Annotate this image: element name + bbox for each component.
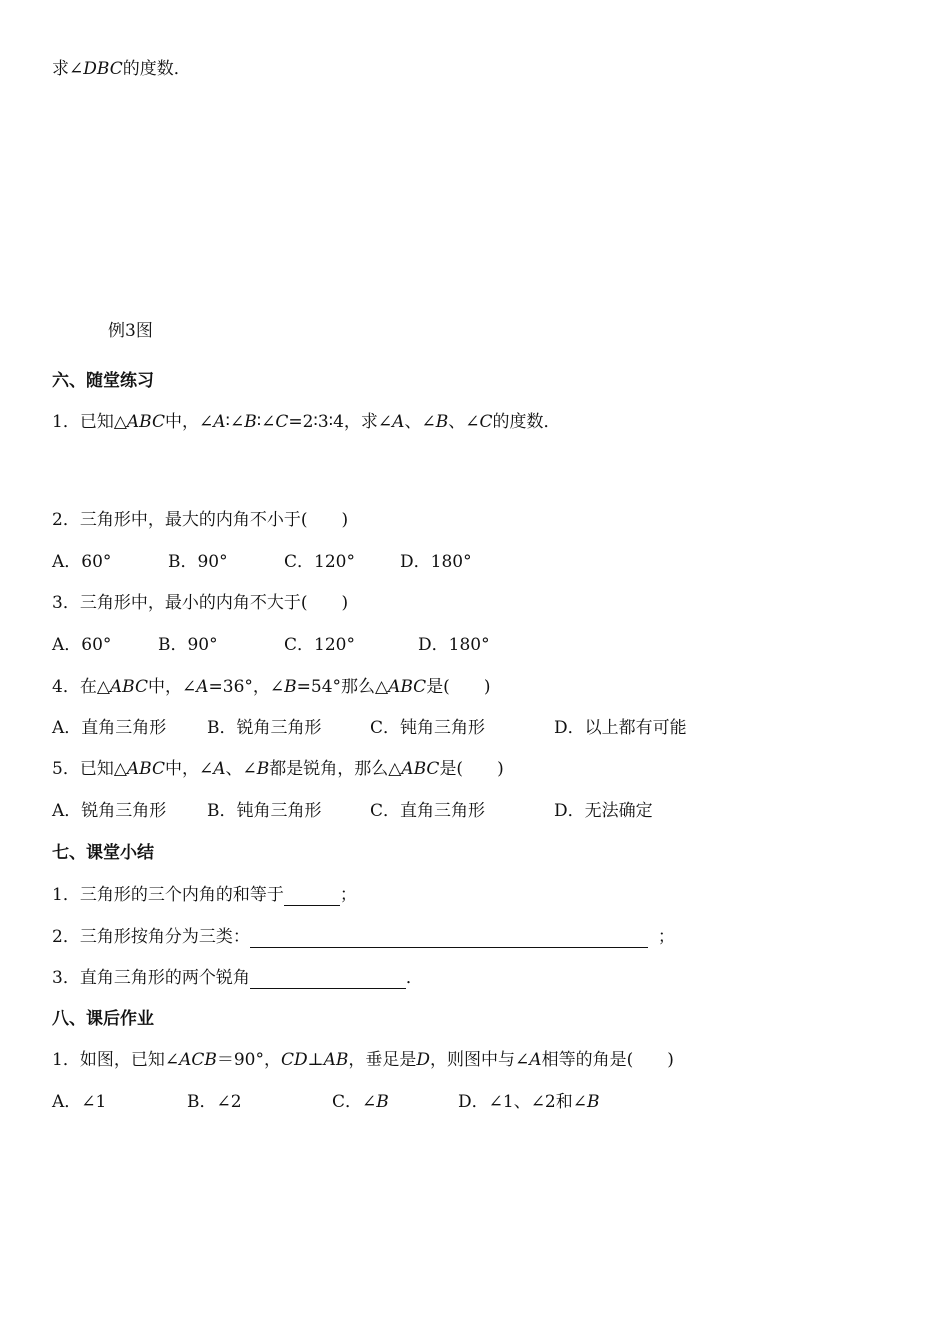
summary-3: 3．直角三角形的两个锐角 ． [52,968,423,988]
section-8-title: 八、课后作业 [52,1009,154,1029]
option-a: A．60° [52,635,112,655]
exercise-1: 1．已知△ABC中，∠A∶∠B∶∠C=2∶3∶4，求∠A、∠B、∠C的度数． [52,412,561,432]
option-d: D．180° [418,635,490,655]
answer-blank[interactable] [250,929,648,948]
option-a: A．∠1 [52,1092,107,1112]
exercise-3: 3．三角形中，最小的内角不大于( ) [52,593,349,613]
option-a: A．直角三角形 [52,718,167,738]
option-a: A．60° [52,552,112,572]
answer-blank[interactable] [284,887,340,906]
option-d: D．无法确定 [554,801,653,821]
figure-caption: 例3图 [108,321,153,341]
option-c: C．∠B [332,1092,389,1112]
option-d: D．以上都有可能 [554,718,687,738]
option-c: C．120° [284,635,355,655]
homework-1: 1．如图，已知∠ACB＝90°，CD⊥AB，垂足是D，则图中与∠A相等的角是( ) [52,1050,674,1070]
option-c: C．直角三角形 [370,801,486,821]
summary-1: 1．三角形的三个内角的和等于 ； [52,885,357,905]
option-b: B．锐角三角形 [207,718,322,738]
option-c: C．120° [284,552,355,572]
answer-blank[interactable] [250,970,406,989]
option-c: C．钝角三角形 [370,718,486,738]
option-b: B．90° [158,635,218,655]
exercise-5: 5．已知△ABC中，∠A、∠B都是锐角，那么△ABC是( ) [52,759,504,779]
section-6-title: 六、随堂练习 [52,371,154,391]
exercise-2: 2．三角形中，最大的内角不小于( ) [52,510,349,530]
section-7-title: 七、课堂小结 [52,843,154,863]
option-d: D．180° [400,552,472,572]
exercise-4: 4．在△ABC中，∠A=36°，∠B=54°那么△ABC是( ) [52,677,491,697]
option-b: B．90° [168,552,228,572]
option-b: B．∠2 [187,1092,242,1112]
question-text: 求∠DBC的度数． [52,59,191,79]
option-a: A．锐角三角形 [52,801,167,821]
option-b: B．钝角三角形 [207,801,322,821]
option-d: D．∠1、∠2和∠B [458,1092,600,1112]
summary-2: 2．三角形按角分为三类： ； [52,927,675,947]
